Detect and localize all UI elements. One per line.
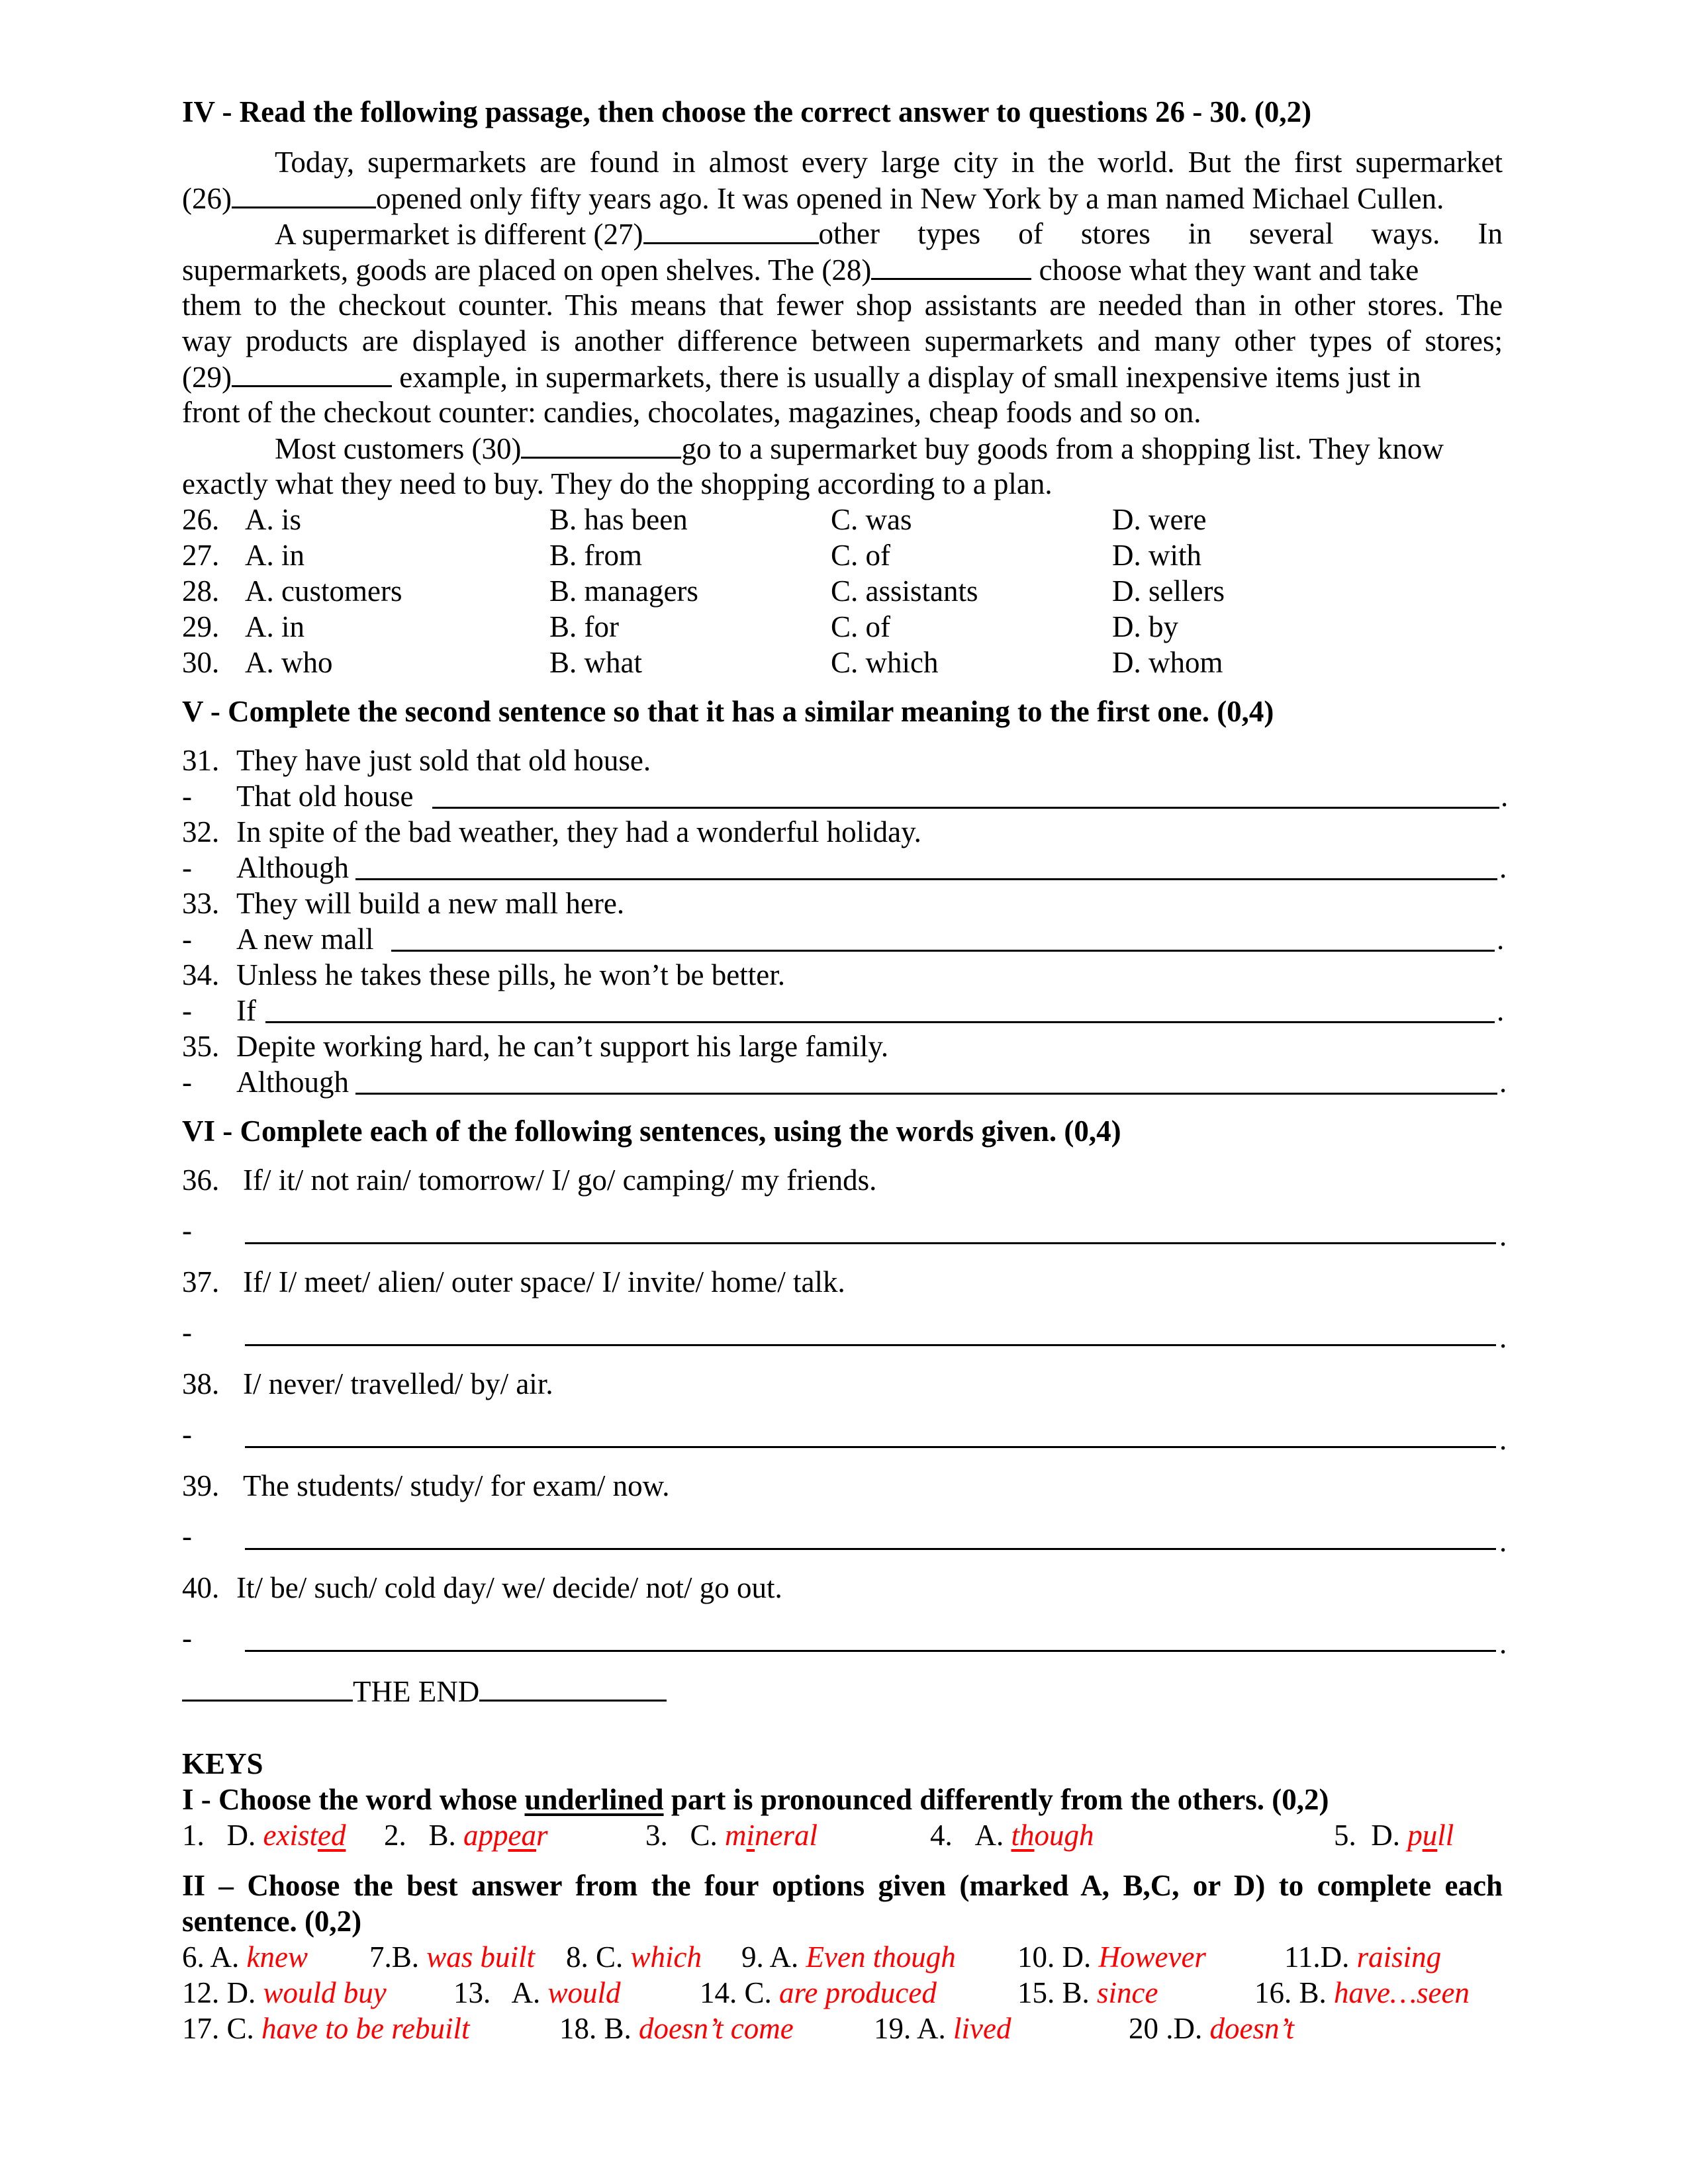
key-answer-14 [700,1975,937,2011]
question-35 [182,1028,888,1064]
question-number: 27. [182,539,220,572]
passage-text: choose what they want and take [1031,253,1419,287]
answer-input-33[interactable] [391,950,1495,952]
key-word [1011,1819,1094,1852]
question-prompt: If/ it/ not rain/ tomorrow/ I/ go/ camping/ my friends. [243,1163,877,1197]
key-label: 7.B. [369,1940,420,1974]
passage-text: Most customers (30) [275,432,522,465]
key-answer-text: have to be rebuilt [261,2012,470,2045]
dash-bullet: - [182,1066,192,1099]
key-answer-5 [1334,1817,1454,1853]
question-number: 29. [182,610,220,643]
key-answer-19 [874,2011,1011,2046]
key-label: 19. A. [874,2012,946,2045]
question-prompt: If/ I/ meet/ alien/ outer space/ I/ invite/ home/ talk. [243,1265,845,1298]
question-33 [182,886,624,921]
key-label: 17. C. [182,2012,254,2045]
period: . [1499,1321,1507,1354]
key-answer-13 [453,1975,621,2011]
question-sentence: Unless he takes these pills, he won’t be better. [236,958,785,991]
option-d[interactable]: D. by [1112,610,1178,643]
the-end-line [182,1673,1503,1709]
key-word [725,1819,818,1852]
the-end-rule-right [479,1673,667,1702]
answer-starter: That old house [236,780,414,813]
dash-bullet: - [182,923,192,956]
question-36 [182,1162,876,1198]
answer-input-40[interactable] [245,1650,1496,1652]
period: . [1499,1219,1507,1252]
underlined-part: u [1422,1819,1438,1852]
period: . [1501,780,1509,813]
dash-bullet: - [182,1214,192,1247]
question-number: 32. [182,815,220,848]
option-d[interactable]: D. were [1112,503,1207,536]
question-number: 35. [182,1030,220,1063]
period: . [1499,1066,1507,1099]
key-letter: C. [690,1819,718,1852]
question-number: 34. [182,958,220,991]
option-b[interactable]: B. has been [549,503,688,536]
dash-bullet: - [182,780,192,813]
dash-bullet: - [182,1520,192,1553]
key-answer-2 [384,1817,548,1853]
question-32 [182,814,921,850]
question-sentence: They will build a new mall here. [236,887,625,920]
question-number: 40. [182,1571,220,1604]
key-answer-9 [741,1939,956,1975]
question-number: 36. [182,1163,220,1197]
key-answer-text: doesn’t come [639,2012,794,2045]
passage-line-7 [182,359,1503,395]
passage-line-1: Today, supermarkets are found in almost every large city in the world. But the first supermarket [275,146,1503,179]
answer-input-37[interactable] [245,1344,1496,1346]
keys-section-2-heading-line-1: II – Choose the best answer from the four options given (marked A, B,C, or D) to complete each [182,1869,1503,1902]
answer-starter: A new mall [236,923,374,956]
heading-text: I - Choose the word whose [182,1783,525,1816]
option-d[interactable]: D. whom [1112,646,1223,679]
period: . [1499,1627,1507,1660]
key-letter: B. [428,1819,456,1852]
passage-text: A supermarket is different (27) [275,218,643,251]
heading-text: part is pronounced differently from the others. (0,2) [663,1783,1329,1816]
passage-line-9 [182,430,1503,467]
question-number: 38. [182,1367,220,1400]
question-number: 30. [182,646,220,679]
question-prompt: I/ never/ travelled/ by/ air. [243,1367,553,1400]
option-b[interactable]: B. for [549,610,619,643]
question-number: 39. [182,1469,220,1502]
key-label: 15. B. [1017,1976,1090,2009]
question-sentence: In spite of the bad weather, they had a wonderful holiday. [236,815,921,848]
option-c[interactable]: C. of [831,610,890,643]
question-sentence: Depite working hard, he can’t support his large family. [236,1030,889,1063]
period: . [1499,1525,1507,1558]
word-part: exist [263,1819,318,1852]
keys-title: KEYS [182,1747,263,1780]
option-d[interactable]: D. sellers [1112,574,1225,608]
passage-line-5: them to the checkout counter. This means that fewer shop assistants are needed than in other stores. The [182,289,1503,322]
section-6-heading: VI - Complete each of the following sentences, using the words given. (0,4) [182,1115,1121,1148]
passage-line-2 [182,180,1503,216]
key-answer-17 [182,2011,470,2046]
option-b[interactable]: B. managers [549,574,698,608]
blank-30[interactable] [521,430,681,459]
option-a[interactable]: A. is [245,503,302,536]
key-answer-11 [1284,1939,1441,1975]
blank-29[interactable] [232,359,392,387]
heading-underlined-word: underlined [524,1783,664,1816]
key-label: 16. B. [1254,1976,1327,2009]
key-answer-12 [182,1975,387,2011]
option-a[interactable]: A. in [245,610,305,643]
question-40 [182,1570,782,1606]
key-number: 1. [182,1819,205,1852]
key-letter: D. [226,1819,256,1852]
option-a[interactable]: A. in [245,539,305,572]
dash-bullet: - [182,1316,192,1349]
blank-27[interactable] [643,216,819,244]
key-label: 20 .D. [1129,2012,1203,2045]
question-prompt: The students/ study/ for exam/ now. [243,1469,670,1502]
keys-section-1-heading [182,1782,1329,1817]
word-part: p [1407,1819,1423,1852]
passage-line-8: front of the checkout counter: candies, chocolates, magazines, cheap foods and so on. [182,396,1201,429]
word-part: r [536,1819,548,1852]
answer-input-31[interactable] [432,807,1499,809]
underlined-part: th [1011,1819,1035,1852]
key-label: 10. D. [1017,1940,1092,1974]
key-label: 18. B. [559,2012,632,2045]
key-label: 11.D. [1284,1940,1350,1974]
the-end-label: THE END [353,1675,480,1708]
key-number: 5. [1334,1819,1356,1852]
answer-input-36[interactable] [245,1242,1496,1244]
question-38 [182,1366,553,1402]
period: . [1497,923,1505,956]
key-label: 13. A. [453,1976,541,2009]
underlined-part: ea [508,1819,536,1852]
key-answer-10 [1017,1939,1206,1975]
option-c[interactable]: C. was [831,503,912,536]
underlined-part: i [746,1819,755,1852]
passage-line-4 [182,251,1503,288]
passage-text: other types of stores in several ways. In [818,217,1503,250]
option-c[interactable]: C. assistants [831,574,978,608]
passage-text: (26) [182,182,232,215]
key-answer-text: doesn’t [1209,2012,1294,2045]
the-end-rule-left [182,1673,353,1702]
key-answer-text: are produced [779,1976,937,2009]
period: . [1499,851,1507,884]
period: . [1497,994,1505,1027]
question-number: 28. [182,574,220,608]
key-word [263,1819,346,1852]
key-letter: A. [974,1819,1004,1852]
question-sentence: They have just sold that old house. [236,744,651,777]
option-a[interactable]: A. customers [245,574,402,608]
key-label: 8. C. [566,1940,624,1974]
key-letter: D. [1371,1819,1400,1852]
key-answer-text: raising [1356,1940,1442,1974]
blank-26[interactable] [232,180,376,208]
passage-line-10: exactly what they need to buy. They do the shopping according to a plan. [182,467,1053,500]
dash-bullet: - [182,851,192,884]
question-31 [182,743,651,778]
option-c[interactable]: C. which [831,646,939,679]
key-answer-text: have…seen [1334,1976,1470,2009]
key-number: 4. [930,1819,953,1852]
answer-input-35[interactable] [355,1093,1497,1095]
blank-28[interactable] [871,251,1031,280]
answer-starter: Although [236,1066,350,1099]
keys-section-2-heading-line-2: sentence. (0,2) [182,1905,362,1938]
answer-starter: If [236,994,256,1027]
key-number: 2. [384,1819,406,1852]
key-answer-text: Even though [806,1940,956,1974]
word-part: m [725,1819,747,1852]
key-answer-text: since [1097,1976,1158,2009]
key-answer-text: lived [953,2012,1011,2045]
key-answer-7 [369,1939,535,1975]
passage-text: go to a supermarket buy goods from a shopping list. They know [681,432,1444,465]
passage-line-3 [182,216,1503,252]
option-c[interactable]: C. of [831,539,890,572]
dash-bullet: - [182,1621,192,1655]
key-answer-text: which [630,1940,702,1974]
key-answer-text: was built [426,1940,536,1974]
word-part: ough [1034,1819,1094,1852]
passage-text: supermarkets, goods are placed on open shelves. The (28) [182,253,872,287]
underlined-part: ed [317,1819,346,1852]
question-37 [182,1264,845,1300]
key-word [1407,1819,1454,1852]
option-b[interactable]: B. what [549,646,642,679]
key-answer-6 [182,1939,308,1975]
option-d[interactable]: D. with [1112,539,1201,572]
question-number: 26. [182,503,220,536]
question-number: 31. [182,744,220,777]
key-answer-18 [559,2011,794,2046]
key-label: 9. A. [741,1940,799,1974]
key-answer-16 [1254,1975,1470,2011]
question-number: 33. [182,887,220,920]
key-answer-8 [566,1939,702,1975]
key-answer-text: However [1098,1940,1206,1974]
question-34 [182,957,785,993]
key-label: 12. D. [182,1976,256,2009]
key-answer-1 [182,1817,346,1853]
word-part: app [463,1819,508,1852]
passage-line-6: way products are displayed is another difference between supermarkets and many other types of stores; [182,324,1503,357]
word-part: ll [1437,1819,1454,1852]
passage-text: (29) [182,361,232,394]
question-39 [182,1468,669,1504]
key-answer-text: knew [246,1940,308,1974]
option-b[interactable]: B. from [549,539,642,572]
option-a[interactable]: A. who [245,646,333,679]
word-part: neral [755,1819,818,1852]
answer-input-38[interactable] [245,1446,1496,1448]
passage-text: opened only fifty years ago. It was opened in New York by a man named Michael Cullen. [375,182,1444,215]
key-answer-text: would [547,1976,621,2009]
section-5-heading: V - Complete the second sentence so that it has a similar meaning to the first one. (0,4) [182,695,1274,728]
key-label: 14. C. [700,1976,772,2009]
key-answer-20 [1129,2011,1294,2046]
key-label: 6. A. [182,1940,240,1974]
answer-starter: Although [236,851,350,884]
answer-input-34[interactable] [265,1021,1495,1023]
section-4-heading: IV - Read the following passage, then choose the correct answer to questions 26 - 30. (0,2) [182,95,1312,128]
question-number: 37. [182,1265,220,1298]
key-number: 3. [645,1819,668,1852]
key-answer-4 [930,1817,1094,1853]
answer-input-39[interactable] [245,1548,1496,1550]
dash-bullet: - [182,1418,192,1451]
question-prompt: It/ be/ such/ cold day/ we/ decide/ not/ go out. [236,1571,782,1604]
key-word [463,1819,548,1852]
key-answer-text: would buy [263,1976,387,2009]
passage-text: example, in supermarkets, there is usually a display of small inexpensive items just in [391,361,1421,394]
answer-input-32[interactable] [355,878,1497,880]
period: . [1499,1423,1507,1456]
key-answer-3 [645,1817,818,1853]
dash-bullet: - [182,994,192,1027]
key-answer-15 [1017,1975,1158,2011]
